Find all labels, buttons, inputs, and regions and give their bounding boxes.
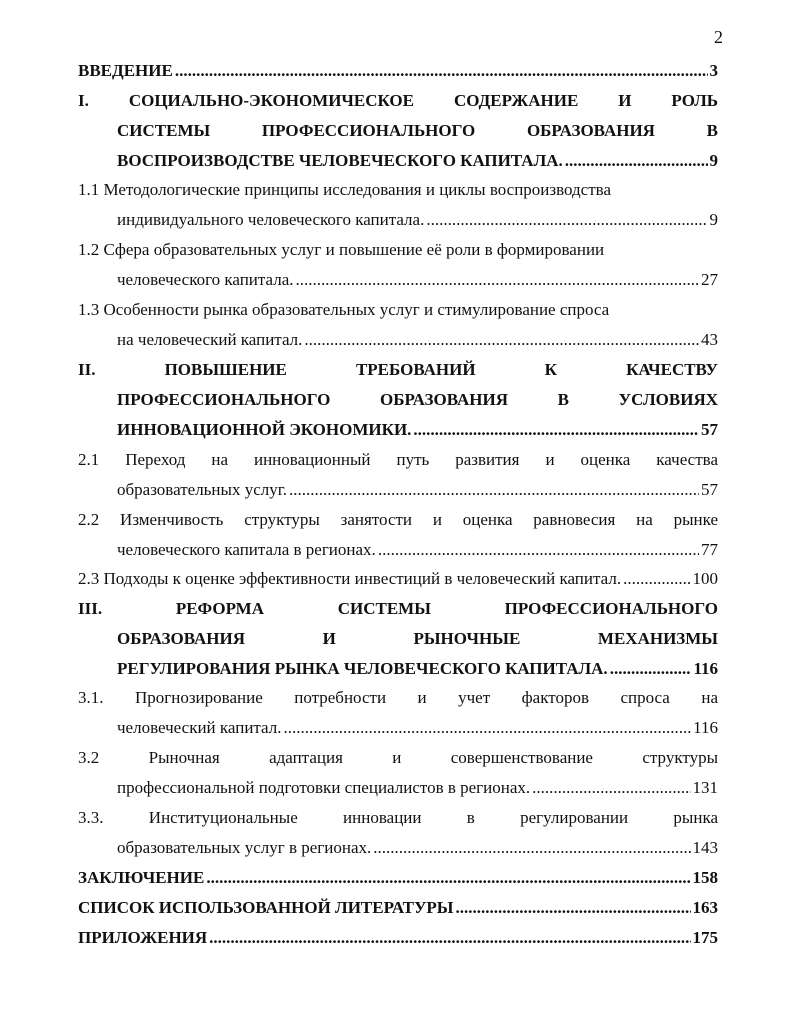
toc-leader-dots	[209, 926, 690, 950]
toc-entry-title: человеческого капитала в регионах.	[117, 540, 376, 559]
toc-part-1-line-1: I. СОЦИАЛЬНО-ЭКОНОМИЧЕСКОЕ СОДЕРЖАНИЕ И РОЛЬ	[78, 91, 718, 110]
toc-part-1-line-3	[117, 149, 718, 173]
toc-entry-page: 163	[692, 898, 718, 917]
toc-entry-title: человеческий капитал.	[117, 718, 282, 737]
toc-part-2-line-2: ПРОФЕССИОНАЛЬНОГО ОБРАЗОВАНИЯ В УСЛОВИЯХ	[117, 390, 718, 409]
toc-entry-title: РЕГУЛИРОВАНИЯ РЫНКА ЧЕЛОВЕЧЕСКОГО КАПИТАЛА.	[117, 659, 608, 678]
toc-section-1-1-line-1: 1.1 Методологические принципы исследования и циклы воспроизводства	[78, 180, 612, 199]
toc-leader-dots	[623, 567, 690, 591]
page-number: 2	[714, 27, 723, 47]
toc-leader-dots	[296, 268, 699, 292]
toc-section-3-2-line-2	[117, 776, 718, 800]
toc-entry-page: 57	[701, 480, 718, 499]
toc-entry-title: человеческого капитала.	[117, 270, 294, 289]
toc-entry-page: 9	[709, 210, 718, 229]
toc-leader-dots	[373, 836, 690, 860]
toc-entry-page: 100	[692, 569, 718, 588]
toc-entry-page: 3	[709, 61, 718, 80]
toc-section-3-3-line-2	[117, 836, 718, 860]
toc-leader-dots	[565, 149, 708, 173]
toc-entry-page: 9	[709, 151, 718, 170]
toc-leader-dots	[304, 328, 699, 352]
toc-entry-page: 43	[701, 330, 718, 349]
toc-entry-page: 77	[701, 540, 718, 559]
toc-entry-title: СПИСОК ИСПОЛЬЗОВАННОЙ ЛИТЕРАТУРЫ	[78, 898, 454, 917]
toc-entry-page: 116	[693, 718, 718, 737]
toc-entry-appendices	[78, 926, 718, 950]
toc-section-3-1-line-2	[117, 716, 718, 740]
toc-leader-dots	[378, 538, 699, 562]
toc-entry-page: 116	[693, 659, 718, 678]
toc-leader-dots	[289, 478, 699, 502]
toc-section-2-1-line-2	[117, 478, 718, 502]
toc-section-2-2-line-2	[117, 538, 718, 562]
toc-entry-page: 143	[692, 838, 718, 857]
toc-section-1-2-line-1: 1.2 Сфера образовательных услуг и повышение её роли в формировании	[78, 240, 605, 259]
toc-part-3-line-1: III. РЕФОРМА СИСТЕМЫ ПРОФЕССИОНАЛЬНОГО	[78, 599, 718, 618]
toc-section-3-2-line-1: 3.2 Рыночная адаптация и совершенствование структуры	[78, 748, 718, 767]
toc-entry-title: ИННОВАЦИОННОЙ ЭКОНОМИКИ.	[117, 420, 412, 439]
toc-leader-dots	[456, 896, 691, 920]
toc-entry-page: 175	[692, 928, 718, 947]
toc-entry-title: ВОСПРОИЗВОДСТВЕ ЧЕЛОВЕЧЕСКОГО КАПИТАЛА.	[117, 151, 563, 170]
toc-leader-dots	[610, 657, 692, 681]
toc-entry-title: ЗАКЛЮЧЕНИЕ	[78, 868, 205, 887]
toc-entry-page: 158	[692, 868, 718, 887]
toc-entry-title: образовательных услуг.	[117, 480, 288, 499]
toc-part-3-line-3	[117, 657, 718, 681]
toc-entry-title: на человеческий капитал.	[117, 330, 303, 349]
toc-section-1-1-line-2	[117, 208, 718, 232]
toc-section-2-2-line-1: 2.2 Изменчивость структуры занятости и оценка равновесия на рынке	[78, 510, 718, 529]
toc-section-1-3-line-2	[117, 328, 718, 352]
toc-part-3-line-2: ОБРАЗОВАНИЯ И РЫНОЧНЫЕ МЕХАНИЗМЫ	[117, 629, 718, 648]
toc-leader-dots	[283, 716, 691, 740]
toc-part-2-line-3	[117, 418, 718, 442]
toc-section-3-3-line-1: 3.3. Институциональные инновации в регулировании рынка	[78, 808, 718, 827]
toc-entry-conclusion	[78, 866, 718, 890]
toc-entry-title: ПРИЛОЖЕНИЯ	[78, 928, 208, 947]
toc-part-2-line-1: II. ПОВЫШЕНИЕ ТРЕБОВАНИЙ К КАЧЕСТВУ	[78, 360, 718, 379]
toc-entry-title: 2.3 Подходы к оценке эффективности инвестиций в человеческий капитал.	[78, 569, 622, 588]
toc-entry-title: ВВЕДЕНИЕ	[78, 61, 173, 80]
toc-section-1-3-line-1: 1.3 Особенности рынка образовательных услуг и стимулирование спроса	[78, 300, 610, 319]
toc-section-2-1-line-1: 2.1 Переход на инновационный путь развития и оценка качества	[78, 450, 718, 469]
toc-leader-dots	[532, 776, 690, 800]
toc-entry-title: профессиональной подготовки специалистов в регионах.	[117, 778, 531, 797]
toc-leader-dots	[175, 59, 708, 83]
toc-entry-title: образовательных услуг в регионах.	[117, 838, 372, 857]
toc-entry-title: индивидуального человеческого капитала.	[117, 210, 425, 229]
toc-part-1-line-2: СИСТЕМЫ ПРОФЕССИОНАЛЬНОГО ОБРАЗОВАНИЯ В	[117, 121, 718, 140]
toc-entry-references	[78, 896, 718, 920]
toc-section-2-3	[78, 567, 718, 591]
toc-section-3-1-line-1: 3.1. Прогнозирование потребности и учет факторов спроса на	[78, 688, 718, 707]
toc-section-1-2-line-2	[117, 268, 718, 292]
toc-entry-page: 131	[692, 778, 718, 797]
toc-entry-page: 27	[701, 270, 718, 289]
toc-leader-dots	[413, 418, 699, 442]
toc-leader-dots	[206, 866, 690, 890]
toc-entry-intro	[78, 59, 718, 83]
toc-entry-page: 57	[701, 420, 718, 439]
toc-leader-dots	[426, 208, 707, 232]
